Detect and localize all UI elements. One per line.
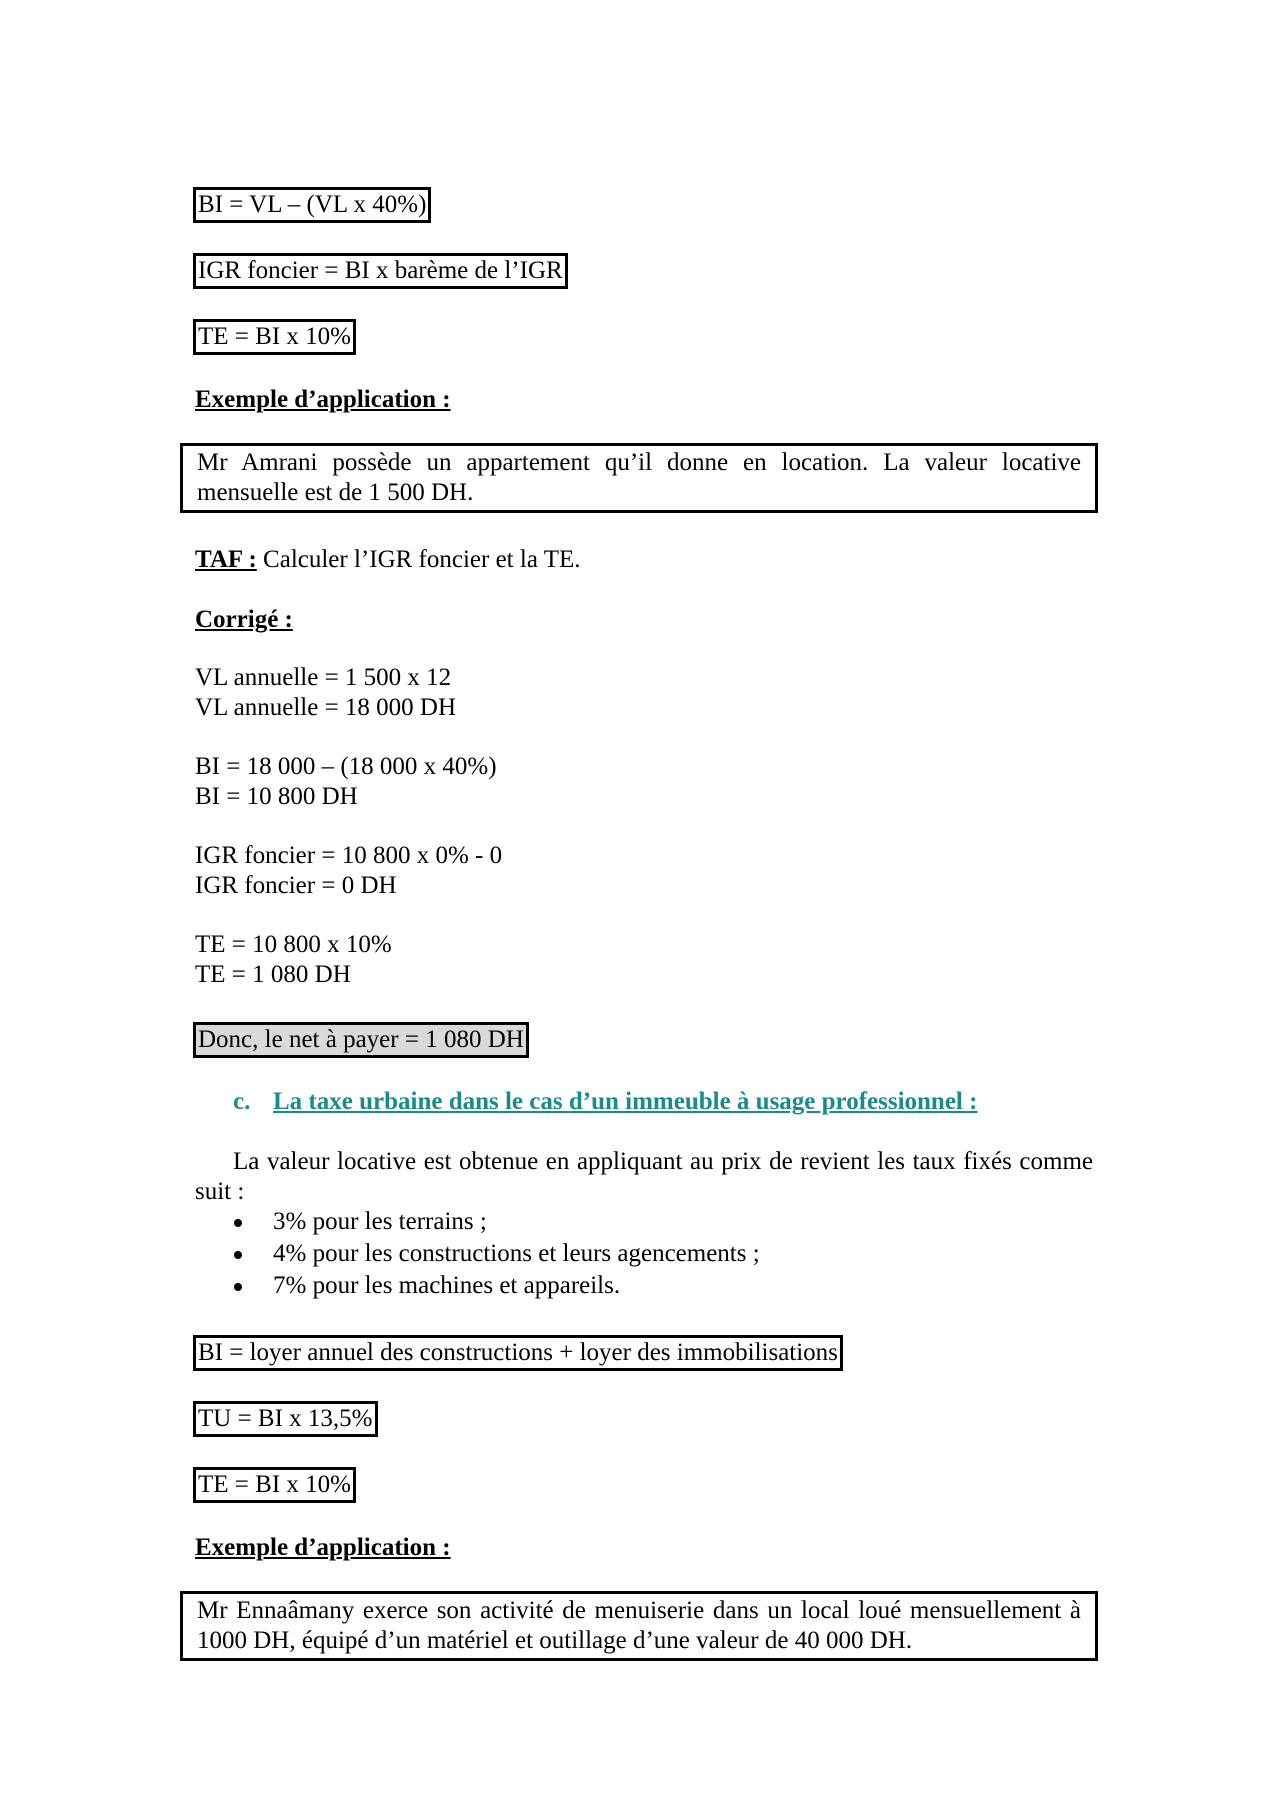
formula-te: TE = BI x 10% (193, 319, 356, 355)
taf-text: Calculer l’IGR foncier et la TE. (256, 546, 581, 573)
example-heading: Exemple d’application : (195, 386, 451, 413)
list-item-text: 4% pour les constructions et leurs agencements ; (273, 1240, 760, 1267)
list-item (195, 1270, 760, 1302)
section-letter: c. (233, 1088, 251, 1115)
calc-line: TE = 1 080 DH (195, 961, 351, 988)
taf-label: TAF : (195, 546, 257, 573)
section-c-title (233, 1087, 977, 1117)
section-intro: La valeur locative est obtenue en appliquant au prix de revient les taux fixés comme suit : (195, 1148, 1093, 1205)
example-statement: Mr Amrani possède un appartement qu’il donne en location. La valeur locative mensuelle est de 1 500 DH. (197, 449, 1081, 506)
example-statement-2: Mr Ennaâmany exerce son activité de menuiserie dans un local loué mensuellement à 1000 DH, équipé d’un matériel et outillage d’une valeur de 40 000 DH. (197, 1597, 1081, 1654)
rate-list (195, 1206, 760, 1302)
calc-line: TE = 10 800 x 10% (195, 931, 392, 958)
list-item-text: 7% pour les machines et appareils. (273, 1272, 621, 1299)
calc-line: BI = 18 000 – (18 000 x 40%) (195, 753, 497, 780)
formula-bi-professional: BI = loyer annuel des constructions + loyer des immobilisations (193, 1335, 843, 1371)
example-statement-box-2 (180, 1591, 1098, 1661)
calc-line: IGR foncier = 10 800 x 0% - 0 (195, 842, 503, 869)
bullet-icon (234, 1251, 242, 1259)
bullet-icon (234, 1283, 242, 1291)
taf-line (195, 545, 581, 575)
section-title-text: La taxe urbaine dans le cas d’un immeuble à usage professionnel : (273, 1088, 978, 1115)
corrige-heading: Corrigé : (195, 606, 293, 633)
list-item (195, 1206, 760, 1238)
bullet-icon (234, 1219, 242, 1227)
calc-line: VL annuelle = 18 000 DH (195, 694, 457, 721)
formula-bi: BI = VL – (VL x 40%) (193, 187, 431, 223)
formula-te-professional: TE = BI x 10% (193, 1467, 356, 1503)
list-item (195, 1238, 760, 1270)
list-item-text: 3% pour les terrains ; (273, 1208, 487, 1235)
formula-tu: TU = BI x 13,5% (193, 1401, 378, 1437)
net-a-payer-box: Donc, le net à payer = 1 080 DH (193, 1022, 529, 1058)
calc-line: BI = 10 800 DH (195, 783, 358, 810)
formula-igr-foncier: IGR foncier = BI x barème de l’IGR (193, 253, 568, 289)
example-heading-2: Exemple d’application : (195, 1534, 451, 1561)
example-statement-box (180, 443, 1098, 513)
calc-line: VL annuelle = 1 500 x 12 (195, 664, 452, 691)
calc-line: IGR foncier = 0 DH (195, 872, 397, 899)
